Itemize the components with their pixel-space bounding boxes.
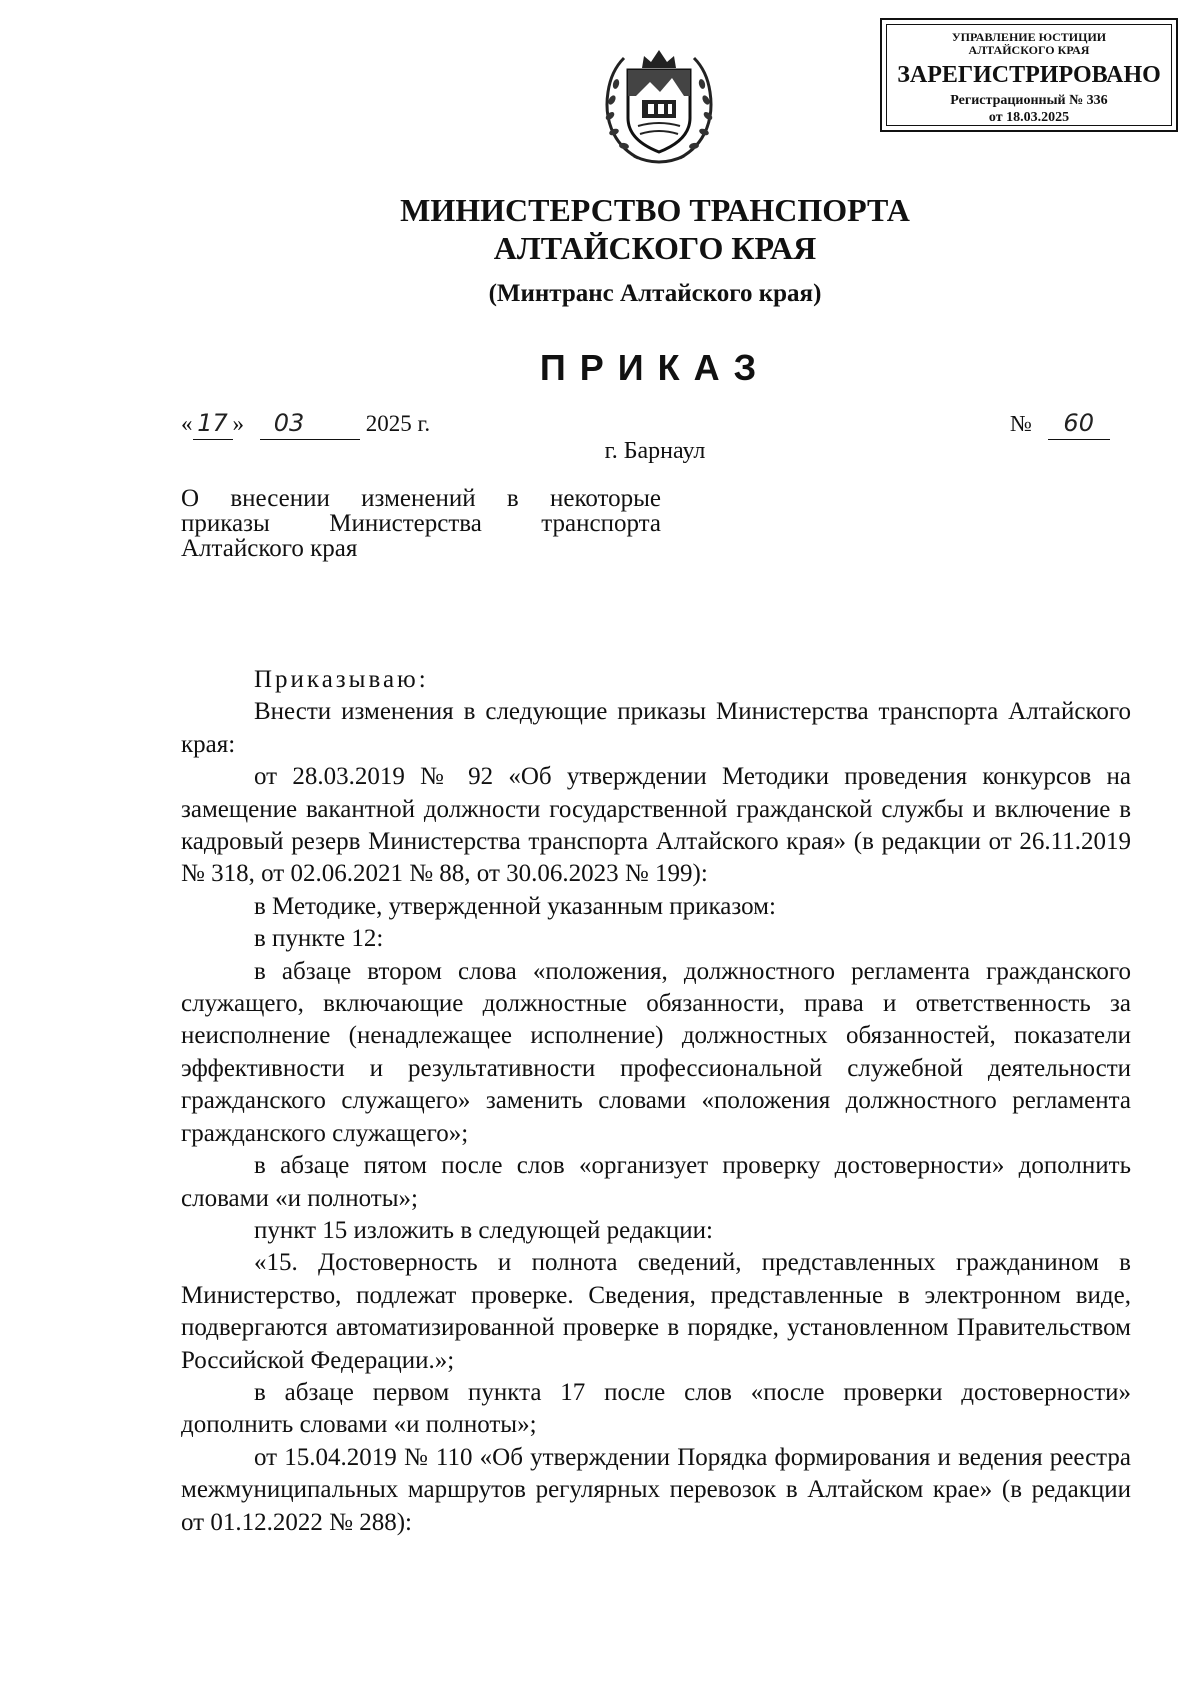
body-paragraph: от 28.03.2019 № 92 «Об утверждении Методики проведения конкурсов на замещение вакантной должности государственной гражданской службы и включение в кадровый резерв Министерства транспорта Алтайского края» (в редакции от 26.11.2019 № 318, от 02.06.2021 № 88, от 30.06.2023 № 199): — [181, 763, 1131, 888]
document-type-title: ПРИКАЗ — [539, 347, 771, 388]
body-paragraph: в Методике, утвержденной указанным приказом: — [254, 892, 776, 920]
stamp-authority-line1: УПРАВЛЕНИЕ ЮСТИЦИИ — [951, 30, 1107, 44]
ministry-name-line1: МИНИСТЕРСТВО ТРАНСПОРТА — [400, 192, 910, 228]
body-paragraph: в абзаце втором слова «положения, должностного регламента гражданского служащего, включающие должностные обязанности, права и ответственность за неисполнение (ненадлежащее исполнение) должностных обязанностей, показатели эффективности и результативности профессиональной служебной деятельности гражданского служащего» заменить словами «положения должностного регламента гражданского служащего»; — [181, 957, 1131, 1147]
body-paragraph: «15. Достоверность и полнота сведений, представленных гражданином в Министерство, подлежат проверке. Сведения, представленные в электронном виде, подвергаются автоматизированной проверке в порядке, установленном Правительством Российской Федерации.»; — [181, 1249, 1131, 1374]
body-paragraph: пункт 15 изложить в следующей редакции: — [254, 1216, 713, 1244]
body-paragraph: в пункте 12: — [254, 925, 384, 953]
body-paragraph: Внести изменения в следующие приказы Министерства транспорта Алтайского края: — [181, 698, 1131, 758]
city-name: г. Барнаул — [604, 438, 706, 464]
date-month-handwritten: 03 — [273, 409, 305, 437]
date-day-handwritten: 17 — [197, 409, 228, 437]
subject-line1: О внесении изменений в некоторые — [181, 485, 661, 512]
date-year: 2025 г. — [365, 411, 431, 436]
subject-line2: приказы Министерства транспорта — [181, 510, 661, 537]
body-paragraph: в абзаце пятом после слов «организует проверку достоверности» дополнить словами «и полноты»; — [181, 1152, 1131, 1212]
subject-line3: Алтайского края — [181, 535, 358, 562]
body-paragraph: в абзаце первом пункта 17 после слов «после проверки достоверности» дополнить словами «и полноты»; — [181, 1378, 1131, 1439]
stamp-reg-number: Регистрационный № 336 — [950, 93, 1108, 108]
ministry-name-line2: АЛТАЙСКОГО КРАЯ — [493, 230, 817, 266]
date-open-quote: « — [181, 411, 193, 436]
registration-stamp — [880, 18, 1178, 132]
order-subject — [181, 486, 661, 561]
date-close-quote: » — [232, 411, 244, 436]
body-order-word: Приказываю: — [254, 666, 429, 693]
number-handwritten: 60 — [1063, 409, 1094, 437]
stamp-reg-date: от 18.03.2025 — [988, 110, 1070, 125]
stamp-inner-frame — [886, 24, 1172, 126]
stamp-authority-line2: АЛТАЙСКОГО КРАЯ — [968, 43, 1090, 57]
order-body — [181, 664, 1131, 1539]
coat-of-arms-icon — [598, 40, 720, 170]
number-sign: № — [1010, 411, 1032, 436]
body-paragraph: от 15.04.2019 № 110 «Об утверждении Порядка формирования и ведения реестра межмуниципальных маршрутов регулярных перевозок в Алтайском крае» (в редакции от 01.12.2022 № 288): — [181, 1443, 1131, 1536]
ministry-short-name: (Минтранс Алтайского края) — [488, 280, 822, 307]
stamp-registered: ЗАРЕГИСТРИРОВАНО — [897, 62, 1161, 88]
